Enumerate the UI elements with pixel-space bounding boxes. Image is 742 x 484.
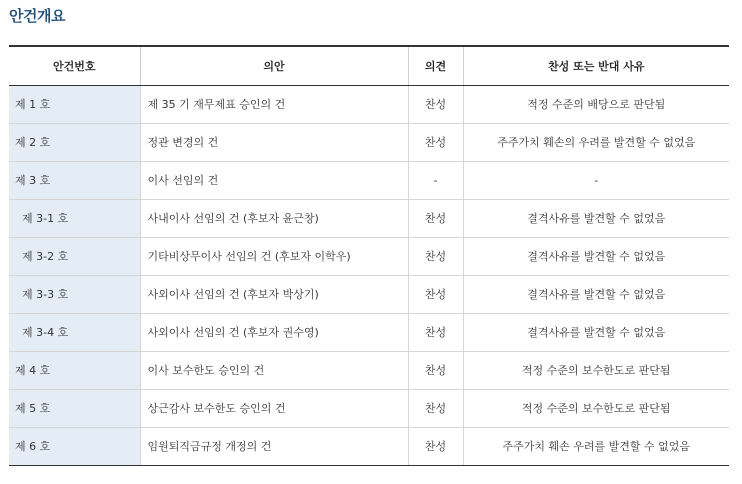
table-row <box>9 389 729 427</box>
agenda-number-cell: 제 3-1 호 <box>9 199 140 237</box>
agenda-number-cell: 제 5 호 <box>9 389 140 427</box>
agenda-number-cell: 제 3 호 <box>9 161 140 199</box>
opinion-cell: 찬성 <box>408 389 463 427</box>
reason-cell: 결격사유를 발견할 수 없었음 <box>463 275 729 313</box>
table-row <box>9 313 729 351</box>
agenda-title-cell: 기타비상무이사 선임의 건 (후보자 이학우) <box>140 237 408 275</box>
agenda-number-cell: 제 1 호 <box>9 85 140 123</box>
reason-cell: 주주가치 훼손의 우려를 발견할 수 없었음 <box>463 123 729 161</box>
opinion-cell: 찬성 <box>408 85 463 123</box>
table-row <box>9 427 729 465</box>
agenda-title-cell: 상근감사 보수한도 승인의 건 <box>140 389 408 427</box>
agenda-title-cell: 임원퇴직금규정 개정의 건 <box>140 427 408 465</box>
agenda-number-cell: 제 2 호 <box>9 123 140 161</box>
reason-cell: 적정 수준의 배당으로 판단됨 <box>463 85 729 123</box>
header-agenda-title: 의안 <box>140 46 408 85</box>
reason-cell: 결격사유를 발견할 수 없었음 <box>463 313 729 351</box>
agenda-number-cell: 제 3-2 호 <box>9 237 140 275</box>
agenda-title-cell: 사내이사 선임의 건 (후보자 윤근창) <box>140 199 408 237</box>
agenda-title-cell: 제 35 기 재무제표 승인의 건 <box>140 85 408 123</box>
agenda-title-cell: 사외이사 선임의 건 (후보자 권수영) <box>140 313 408 351</box>
opinion-cell: 찬성 <box>408 351 463 389</box>
table-header-row <box>9 46 729 85</box>
opinion-cell: 찬성 <box>408 275 463 313</box>
agenda-number-cell: 제 6 호 <box>9 427 140 465</box>
reason-cell: - <box>463 161 729 199</box>
agenda-title-cell: 정관 변경의 건 <box>140 123 408 161</box>
reason-cell: 주주가치 훼손 우려를 발견할 수 없었음 <box>463 427 729 465</box>
opinion-cell: 찬성 <box>408 237 463 275</box>
table-row <box>9 237 729 275</box>
reason-cell: 적정 수준의 보수한도로 판단됨 <box>463 351 729 389</box>
agenda-number-cell: 제 3-3 호 <box>9 275 140 313</box>
agenda-title-cell: 이사 선임의 건 <box>140 161 408 199</box>
opinion-cell: 찬성 <box>408 427 463 465</box>
header-opinion: 의견 <box>408 46 463 85</box>
table-body <box>9 85 729 465</box>
table-row <box>9 85 729 123</box>
opinion-cell: 찬성 <box>408 313 463 351</box>
agenda-table <box>9 45 729 466</box>
opinion-cell: - <box>408 161 463 199</box>
header-reason: 찬성 또는 반대 사유 <box>463 46 729 85</box>
table-row <box>9 351 729 389</box>
reason-cell: 결격사유를 발견할 수 없었음 <box>463 199 729 237</box>
table-row <box>9 161 729 199</box>
agenda-number-cell: 제 3-4 호 <box>9 313 140 351</box>
reason-cell: 결격사유를 발견할 수 없었음 <box>463 237 729 275</box>
agenda-title-cell: 사외이사 선임의 건 (후보자 박상기) <box>140 275 408 313</box>
opinion-cell: 찬성 <box>408 199 463 237</box>
page-title: 안건개요 <box>9 7 65 25</box>
reason-cell: 적정 수준의 보수한도로 판단됨 <box>463 389 729 427</box>
agenda-title-cell: 이사 보수한도 승인의 건 <box>140 351 408 389</box>
agenda-number-cell: 제 4 호 <box>9 351 140 389</box>
table-row <box>9 199 729 237</box>
opinion-cell: 찬성 <box>408 123 463 161</box>
header-agenda-number: 안건번호 <box>9 46 140 85</box>
table-row <box>9 275 729 313</box>
table-row <box>9 123 729 161</box>
